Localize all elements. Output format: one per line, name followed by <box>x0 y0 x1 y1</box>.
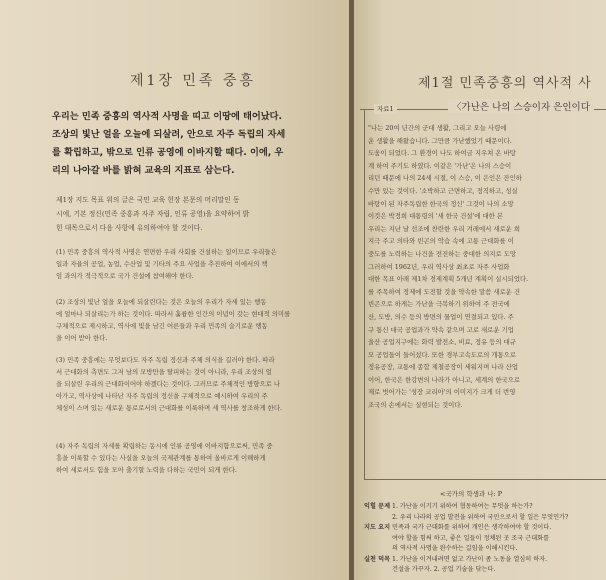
note-text: 민족과 국가 근대화를 위하여 개인은 생각하여야 할 것이다. <box>392 524 552 531</box>
numbered-paragraph-3 <box>56 354 346 414</box>
note-text: 의 역사적 사명을 완수하는 길임을 이해시킨다. <box>392 545 518 552</box>
numbered-paragraph-2 <box>56 296 346 344</box>
note-line <box>364 502 606 513</box>
intro-line: 를 확립하고, 밖으로 인류 공영에 이바지할 때다. 이에, 우 <box>52 147 284 158</box>
body-line: 도움이 되었다. 그 환경이 나도 하여금 지우쳐 온 바탕 <box>368 149 516 158</box>
note-line <box>364 565 606 576</box>
body-line: "나는 20여 년간의 군대 생활, 그리고 오늘 사령에 <box>368 124 507 132</box>
body-line: 대한 목표 아래 제1차 경제계획 5개년 계획이 실시되었다. <box>368 275 529 284</box>
material-body <box>368 122 606 412</box>
body-line: 모 공업들이 들어섰다. 또한 경부고속도로의 개통으로 <box>368 350 517 359</box>
body-line: 운 생활을 해왔습니다. 그만큼 가난했었기 때문이다. <box>368 136 512 145</box>
paragraph-line: 구체적으로 제시하고, 역사에 빛을 남긴 어른들과 우리 민족의 슬기로운 행동 <box>56 322 268 330</box>
body-line: 울산 공업지구에는 화력 발전소, 비료, 정유 등의 대규 <box>368 338 516 347</box>
body-line: 우리는 지난 날 선조에 찬란한 우리 겨레에서 새로운 희 <box>368 224 521 233</box>
body-line: 제로 벗어가는 '성장 코리아'의 이미지가 크게 더 번영 <box>368 388 516 397</box>
goal-line: 제1장 지도 목표 위의 글은 국민 교육 헌장 본문의 머리말인 동 <box>56 196 240 204</box>
body-line: 수만 있는 것이다. '소박하고 근면하고, 정직하고, 성실 <box>368 186 518 195</box>
note-label: 지도 요지 <box>364 524 391 531</box>
body-line: 계 하여 주기도 하였다. 이같은 '가난'은 나의 스승이 <box>368 161 512 170</box>
quote-heading: 〈가난은 나의 스승이자 은인이다 <box>448 99 594 113</box>
note-text: 1. 가난을 이기기 위하여 협동하여는 무엇을 하는가? <box>392 503 533 510</box>
body-line: 이것은 박정희 대통령의 '새 한국 건설'에 대한 본 <box>368 212 504 221</box>
note-text: 여야 할을 힘써 하고, 좋은 일들이 정체된 곳 조국 근대화를 <box>392 534 550 542</box>
note-label: 실천 덕목 <box>364 555 391 563</box>
source-caption: <국가의 학생과 나: P <box>440 490 503 498</box>
paragraph-line: 에 얼마나 되살리는가 하는 것이다. 따라서 훌륭한 인간의 이념이 갖는 현대적 의미를 <box>56 310 291 318</box>
paragraph-line: (4) 자주 독립의 자세를 확립하는 동시에 인류 공영에 이바지함으로써, 민족 중 <box>56 442 273 450</box>
paragraph-line: 을 이어 받아 한다. <box>56 334 108 342</box>
goal-line: 시에, 기본 정신(민족 중흥과 자주 자립, 인류 공영)을 요약하여 밝 <box>56 210 250 218</box>
paragraph-line: 일과 자율의 공업, 농업, 수산업 및 기타의 주요 사업을 추진하여 이에서의 책 <box>56 260 268 268</box>
body-line: 중도를 노력하는 나건을 전진하는 중대한 의지로 도망 <box>368 249 517 258</box>
numbered-paragraph-1 <box>56 246 346 282</box>
body-line: 바탕이 된 자주독립한 한국의 정신' 그것이 나의 소망 <box>368 199 514 208</box>
paragraph-line: (1) 민족 중흥의 역사적 사명은 연면한 우리 사회를 건설하는 일이므로 우리들은 <box>56 248 277 256</box>
note-line <box>364 523 606 534</box>
note-label: 익힐 문제 <box>364 503 391 510</box>
box-border-bottom <box>364 479 606 480</box>
body-line: 지극 주고 의타와 빈곤의 악습 속에 고통 근대화를 이 <box>368 237 514 246</box>
paragraph-line: 임 과의가 적극적으로 국가 건설에 참여해야 한다. <box>56 272 194 280</box>
paragraph-line: 하여 세로서도 힘을 모아 출기할 노력을 다하는 국민이 되게 한다. <box>56 466 237 474</box>
note-line <box>364 513 606 524</box>
body-line: 그러하여 1962년, 우리 역사상 최초로 자주 사업화 <box>368 262 510 271</box>
body-line: 산, 도방, 의수 등의 방면의 물업이 연결되고 있다. 주 <box>368 312 514 321</box>
note-text: 2. 우리 나라의 공업 발전을 위하여 국민으로서 할 일은 무엇인가? <box>392 513 569 521</box>
intro-passage <box>52 108 348 180</box>
paragraph-line: 체성이 스며 있는 새로운 통로로서의 근대화를 이룩하며 세 역사를 창조하게 한다. <box>56 404 283 412</box>
note-line <box>364 555 606 566</box>
chapter-title: 제1장 민족 중흥 <box>130 73 256 89</box>
paragraph-line: 흥을 이룩할 수 있다는 사실을 오늘의 국제관계를 통하여 올바르게 이해하게 <box>56 454 266 462</box>
body-line: 정유공장, 교통에 종합 제철공장이 세워지며 나라 산업 <box>368 363 519 372</box>
section-title: 제1절 민족중흥의 역사적 사 <box>418 76 592 91</box>
study-notes <box>364 502 606 576</box>
note-text: 건설을 가꾸자. 2. 공업 기술을 닦는다. <box>392 566 496 573</box>
paragraph-line: (2) 조상의 빛난 얼을 오늘에 되살린다는 것은 오늘의 우리가 자세 있는 행동 <box>56 298 267 306</box>
body-line: 를 주목하여 정제에 도전할 것을 약속한 말씀 새로운 건 <box>368 287 521 296</box>
body-line: 리던 때문에 나의 24세 시절, 이 스승, 이 은인은 잔인하 <box>368 174 522 183</box>
note-text: 1. 가난을 이겨내려면 없고 가난이 좀 노동을 열심히 하자. <box>392 555 548 563</box>
paragraph-line: 서 근대화의 측면도 그저 남의 모방만을 탈피하는 것이 아니라, 우리 조상의 얼 <box>56 368 272 376</box>
body-line: 이어, 한국은 한강변의 나라가 아니고, 세계의 한국으로 <box>368 375 521 384</box>
box-border-left <box>364 109 365 479</box>
intro-line: 리의 나아갈 바를 밝혀 교육의 지표로 삼는다. <box>52 165 235 176</box>
paragraph-line: 아가고, 역사상에 나타난 자주 독립의 정신을 구체적으로 예시하여 우리의 주 <box>56 392 268 400</box>
material-tag: 자료1 <box>374 104 397 114</box>
body-line: 구 통신 대국 공업과가 약속 같으며 고로 새로운 기업 <box>368 325 514 334</box>
paragraph-line: (3) 민족 중흥에는 무엇보다도 자주 독립 정신과 주체 의식을 길러야 한다. 따라 <box>56 356 275 364</box>
note-line <box>364 534 606 545</box>
paragraph-line: 을 되살린 우리의 근대화이어야 하겠다는 것이다. 그러므로 주체적인 방향으로 나 <box>56 380 281 388</box>
body-line: 조국의 손에서는 실현되는 것이다. <box>368 401 463 410</box>
note-line <box>364 544 606 555</box>
guidance-goal <box>56 193 346 235</box>
numbered-paragraph-4 <box>56 440 346 476</box>
quote-text: 가난은 나의 스승이자 은인이다 <box>461 102 590 113</box>
goal-line: 힌 대목으로서 다음 사항에 유의하여야 할 것이다. <box>56 224 203 232</box>
intro-line: 조상의 빛난 얼을 오늘에 되살려, 안으로 자주 독립의 자세 <box>52 129 286 140</box>
body-line: 빈곤으로 하게는 가난을 극복하기 위하여 주 전국에 <box>368 300 510 309</box>
intro-line: 우리는 민족 중흥의 역사적 사명을 띠고 이땅에 태어났다. <box>52 111 283 122</box>
